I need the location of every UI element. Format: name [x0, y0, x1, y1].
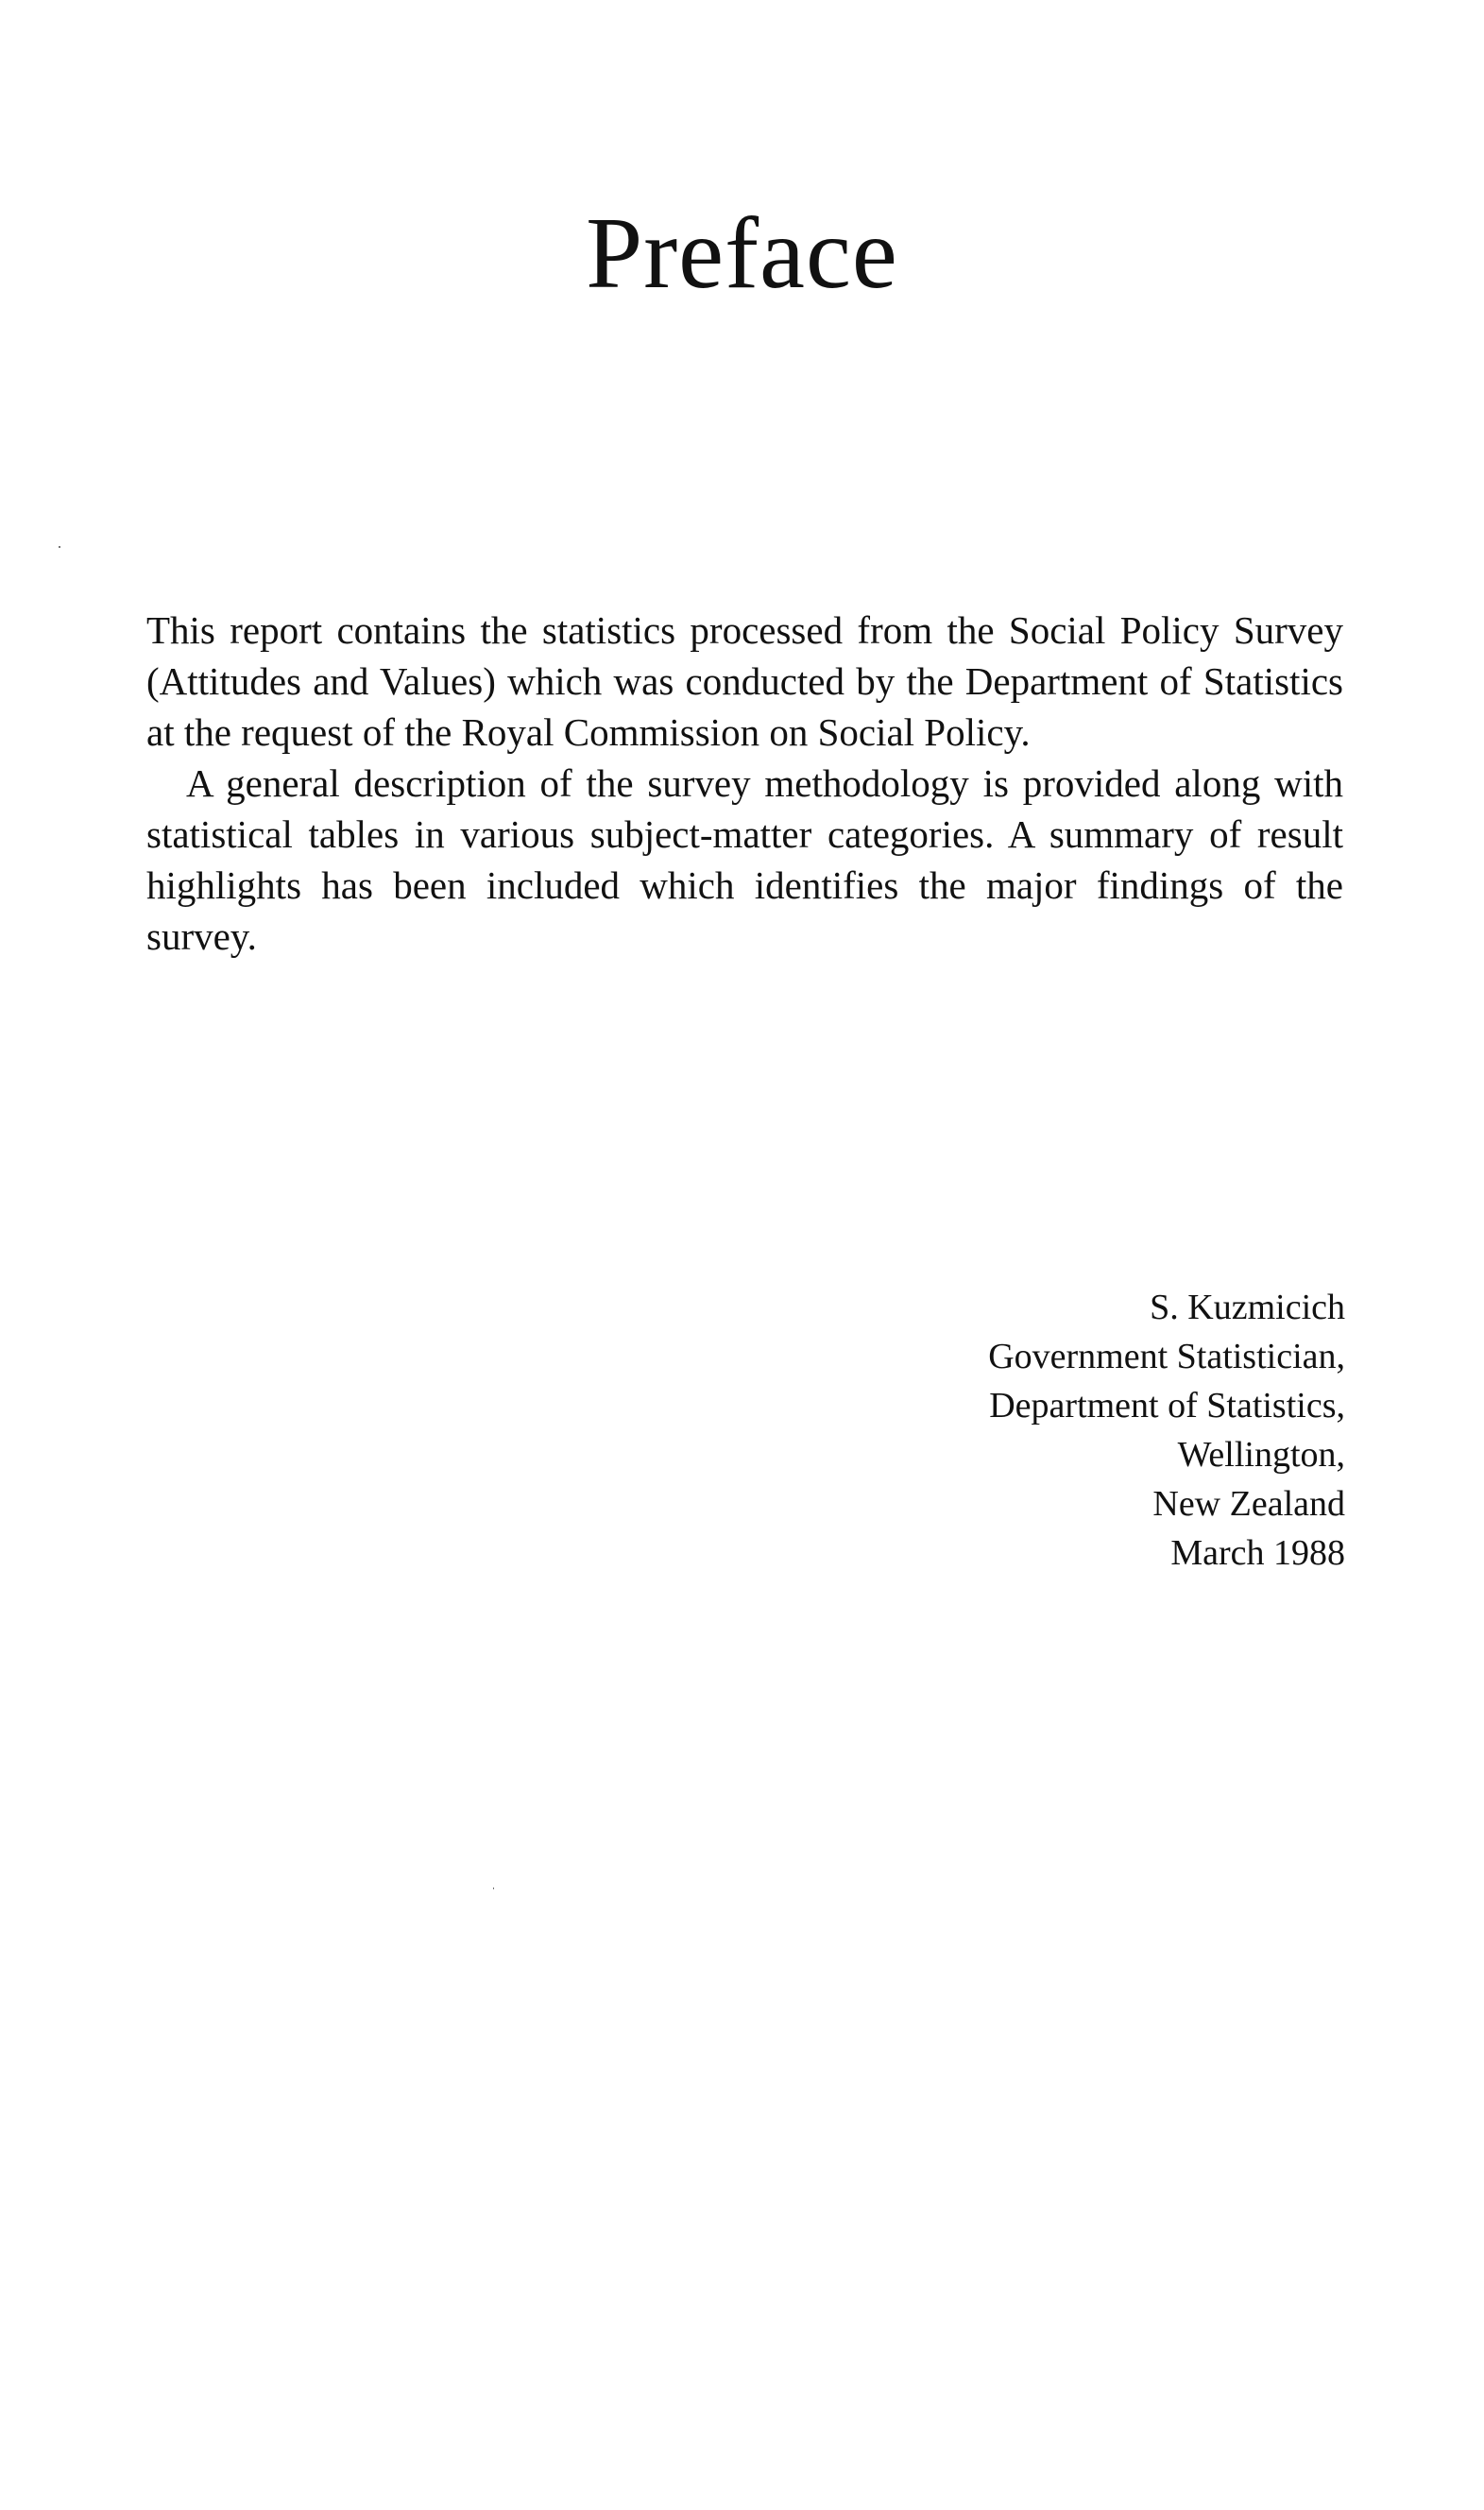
signature-role: Government Statistician,: [988, 1337, 1345, 1376]
scan-speck: [59, 546, 60, 548]
preface-body: [146, 605, 1343, 962]
signature-block: [684, 1283, 1345, 1578]
signature-country: New Zealand: [1152, 1484, 1345, 1524]
body-paragraph: A general description of the survey methodology is provided along with statistical tables in various subject-matter categories. A summary of result highlights has been included which identifies the major findings of the survey.: [146, 761, 1343, 958]
signature-department: Department of Statistics,: [989, 1386, 1345, 1426]
scan-speck: [493, 1887, 494, 1889]
page-title: Preface: [586, 197, 898, 310]
signature-date: March 1988: [1170, 1533, 1345, 1573]
signature-name: S. Kuzmicich: [1150, 1288, 1345, 1327]
signature-city: Wellington,: [1177, 1435, 1345, 1475]
body-paragraph: This report contains the statistics processed from the Social Policy Survey (Attitudes and Values) which was conducted by the Department of Statistics at the request of the Royal Commission on Social Policy.: [146, 608, 1343, 754]
